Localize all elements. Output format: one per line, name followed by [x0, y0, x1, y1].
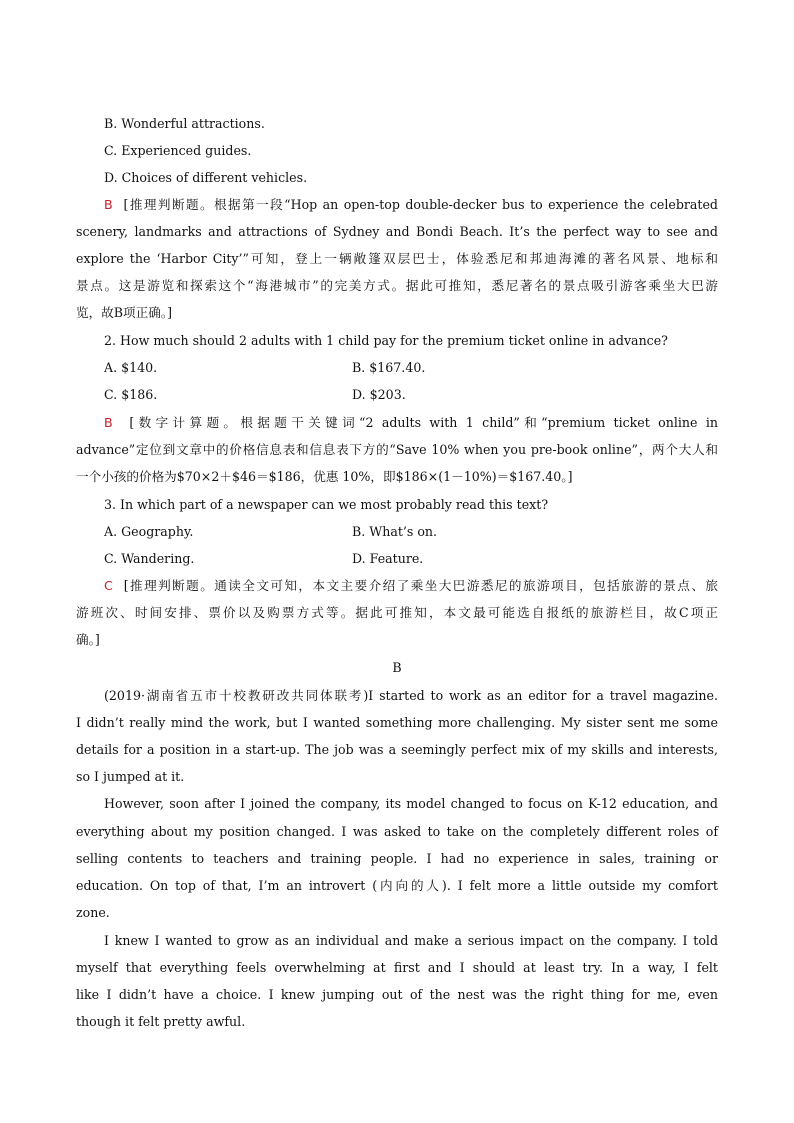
option-c: C. $186.: [104, 387, 158, 402]
explanation-line: B [推理判断题。根据第一段“Hop an open-top double-decker bus to experience the celebrated: [104, 197, 718, 212]
answer-letter: C: [104, 578, 113, 593]
explanation-line: B [数字计算题。根据题干关键词“2 adults with 1 child”和“premium ticket online in: [104, 415, 718, 430]
passage-line: (2019·湖南省五市十校教研改共同体联考)I started to work as an editor for a travel magazine.: [104, 688, 718, 703]
option-a: A. Geography.: [104, 524, 194, 539]
option-b: B. What’s on.: [352, 524, 438, 539]
passage-line: so I jumped at it.: [76, 769, 185, 784]
answer-letter: B: [104, 415, 113, 430]
explanation-line: explore the ‘Harbor City’”可知，登上一辆敞篷双层巴士，体验悉尼和邦迪海滩的著名风景、地标和: [76, 251, 718, 266]
passage-line: However, soon after I joined the company, its model changed to focus on K-12 education, and: [104, 796, 718, 811]
passage-line: everything about my position changed. I was asked to take on the completely different roles of: [76, 824, 718, 839]
option-b: B. Wonderful attractions.: [104, 116, 265, 131]
explanation-line: 一个小孩的价格为$70×2＋$46＝$186，优惠 10%，即$186×(1－10%)＝$167.40。]: [76, 469, 573, 484]
passage-line: I didn’t really mind the work, but I wanted something more challenging. My sister sent me some: [76, 715, 718, 730]
option-c: C. Experienced guides.: [104, 143, 252, 158]
passage-line: like I didn’t have a choice. I knew jumping out of the nest was the right thing for me, even: [76, 987, 718, 1002]
passage-line: though it felt pretty awful.: [76, 1014, 246, 1029]
passage-line: education. On top of that, I’m an introvert (内向的人). I felt more a little outside my comfort: [76, 878, 718, 893]
answer-letter: B: [104, 197, 113, 212]
option-d: D. Feature.: [352, 551, 424, 566]
explanation-line: 景点。这是游览和探索这个“海港城市”的完美方式。据此可推知，悉尼著名的景点吸引游客乘坐大巴游: [76, 278, 718, 293]
passage-line: details for a position in a start-up. The job was a seemingly perfect mix of my skills and interests,: [76, 742, 718, 757]
explanation-line: C [推理判断题。通读全文可知，本文主要介绍了乘坐大巴游悉尼的旅游项目，包括旅游的景点、旅: [104, 578, 718, 593]
section-heading: B: [392, 660, 402, 675]
option-b: B. $167.40.: [352, 360, 426, 375]
option-d: D. Choices of different vehicles.: [104, 170, 308, 185]
explanation-line: 览，故B项正确。]: [76, 305, 173, 320]
explanation-line: 游班次、时间安排、票价以及购票方式等。据此可推知，本文最可能选自报纸的旅游栏目，故C项正: [76, 605, 718, 620]
passage-line: I knew I wanted to grow as an individual and make a serious impact on the company. I told: [104, 933, 718, 948]
passage-line: zone.: [76, 905, 110, 920]
option-c: C. Wandering.: [104, 551, 195, 566]
option-d: D. $203.: [352, 387, 406, 402]
passage-line: myself that everything feels overwhelming at first and I should at least try. In a way, I felt: [76, 960, 718, 975]
passage-line: selling contents to teachers and training people. I had no experience in sales, training or: [76, 851, 718, 866]
question-stem: 2. How much should 2 adults with 1 child pay for the premium ticket online in advance?: [104, 333, 668, 348]
explanation-line: 确。]: [76, 632, 100, 647]
option-a: A. $140.: [104, 360, 158, 375]
explanation-line: advance”定位到文章中的价格信息表和信息表下方的“Save 10% when you pre-book online”，两个大人和: [76, 442, 718, 457]
question-stem: 3. In which part of a newspaper can we most probably read this text?: [104, 497, 549, 512]
explanation-line: scenery, landmarks and attractions of Sydney and Bondi Beach. It’s the perfect way to see and: [76, 224, 718, 239]
